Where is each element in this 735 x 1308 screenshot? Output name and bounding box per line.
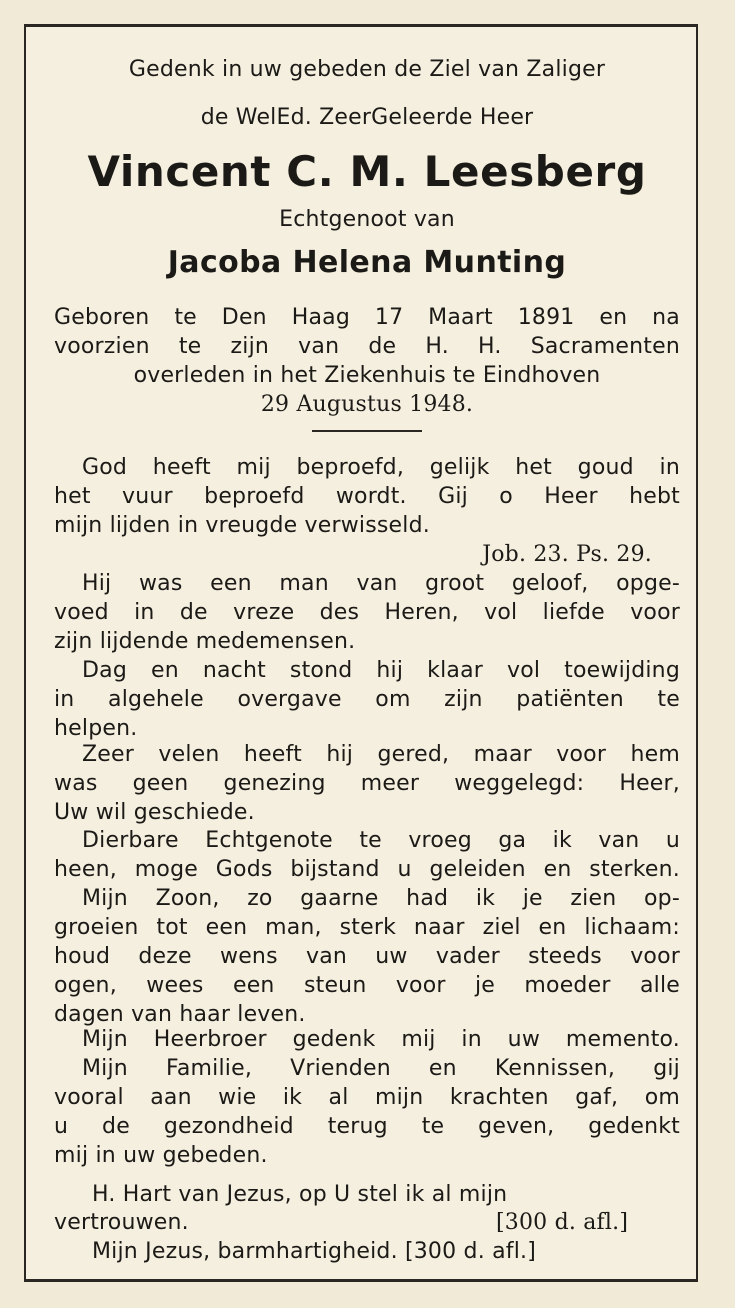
deceased-name: Vincent C. M. Leesberg [87,147,647,196]
prayer-line: H. Hart van Jezus, op U stel ik al mijn [92,1182,508,1207]
body-line: ogen, wees een steun voor je moeder alle [54,973,680,998]
header-line-2: de WelEd. ZeerGeleerde Heer [200,105,534,130]
verse-line: God heeft mij beproefd, gelijk het goud in [82,455,680,480]
bio-line: voorzien te zijn van de H. H. Sacramenten [54,334,680,359]
body-line: heen, moge Gods bijstand u geleiden en sterken. [54,857,680,882]
indulgence-note: [300 d. afl.] [496,1210,629,1235]
relation-label: Echtgenoot van [279,207,455,232]
header-line-1: Gedenk in uw gebeden de Ziel van Zaliger [128,57,606,82]
bio-line: Geboren te Den Haag 17 Maart 1891 en na [54,305,680,330]
body-line: helpen. [54,716,138,741]
bio-line: 29 Augustus 1948. [260,392,474,417]
body-line: Mijn Zoon, zo gaarne had ik je zien op- [82,886,680,911]
body-line: zijn lijdende medemensen. [54,629,356,654]
body-line: mij in uw gebeden. [54,1143,268,1168]
prayer-line: Mijn Jezus, barmhartigheid. [300 d. afl.] [92,1239,536,1264]
body-line: Hij was een man van groot geloof, opge- [82,571,680,596]
body-line: Dag en nacht stond hij klaar vol toewijding [82,658,680,683]
verse-reference: Job. 23. Ps. 29. [482,542,652,567]
body-line: Mijn Heerbroer gedenk mij in uw memento. [82,1027,680,1052]
verse-line: het vuur beproefd wordt. Gij o Heer hebt [54,484,680,509]
body-line: u de gezondheid terug te geven, gedenkt [54,1114,680,1139]
body-line: groeien tot een man, sterk naar ziel en lichaam: [54,915,680,940]
body-line: Dierbare Echtgenote te vroeg ga ik van u [82,828,680,853]
prayer-line: vertrouwen. [54,1210,189,1235]
verse-line: mijn lijden in vreugde verwisseld. [54,513,430,538]
body-line: Zeer velen heeft hij gered, maar voor hem [82,742,680,767]
body-line: Mijn Familie, Vrienden en Kennissen, gij [82,1056,680,1081]
body-line: dagen van haar leven. [54,1002,306,1027]
body-line: in algehele overgave om zijn patiënten te [54,687,680,712]
divider [312,430,422,432]
body-line: voed in de vreze des Heren, vol liefde voor [54,600,680,625]
spouse-name: Jacoba Helena Munting [167,245,567,280]
body-line: vooral aan wie ik al mijn krachten gaf, om [54,1085,680,1110]
body-line: houd deze wens van uw vader steeds voor [54,944,680,969]
body-line: was geen genezing meer weggelegd: Heer, [54,771,680,796]
body-line: Uw wil geschiede. [54,800,255,825]
bio-line: overleden in het Ziekenhuis te Eindhoven [133,363,601,388]
